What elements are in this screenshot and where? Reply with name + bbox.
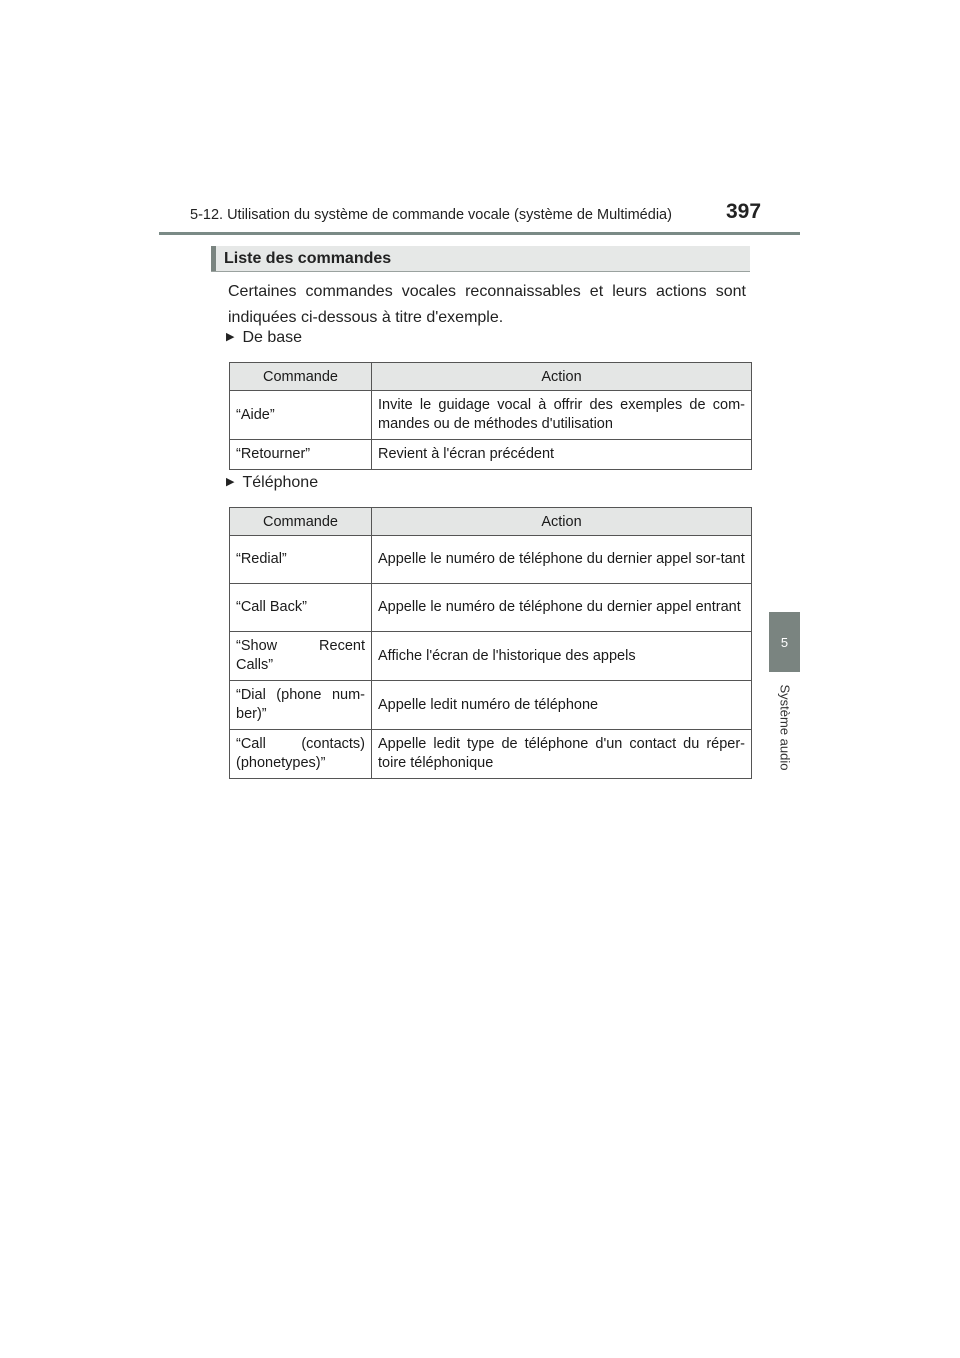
command-cell: “Call (contacts) (phonetypes)” <box>230 730 372 779</box>
table-row <box>230 391 752 440</box>
table-row <box>230 632 752 681</box>
table-row <box>230 536 752 584</box>
action-cell: Revient à l'écran précédent <box>372 440 752 470</box>
table-row <box>230 681 752 730</box>
intro-paragraph: Certaines commandes vocales reconnaissables et leurs actions sont indiquées ci-dessous à titre d'exemple. <box>228 283 746 326</box>
command-cell: “Retourner” <box>230 440 372 470</box>
action-cell: Invite le guidage vocal à offrir des exemples de com-mandes ou de méthodes d'utilisation <box>372 391 752 440</box>
subheading-phone <box>226 474 318 492</box>
action-cell: Affiche l'écran de l'historique des appels <box>372 632 752 681</box>
section-heading-bar <box>211 246 216 271</box>
column-header-command: Commande <box>230 363 372 391</box>
triangle-right-icon: ▶ <box>226 331 235 343</box>
chapter-label-text: Système audio <box>777 684 792 770</box>
command-cell: “Redial” <box>230 536 372 584</box>
table-row <box>230 440 752 470</box>
chapter-label <box>769 672 800 782</box>
triangle-right-icon: ▶ <box>226 476 235 488</box>
commands-table-basic <box>229 362 752 470</box>
running-header: 5-12. Utilisation du système de commande vocale (système de Multimédia) <box>190 207 672 223</box>
column-header-action: Action <box>372 508 752 536</box>
command-cell: “Call Back” <box>230 584 372 632</box>
command-cell: “Dial (phone num-ber)” <box>230 681 372 730</box>
column-header-command: Commande <box>230 508 372 536</box>
header-divider <box>159 232 800 235</box>
subheading-basic <box>226 329 302 347</box>
action-cell: Appelle ledit type de téléphone d'un contact du réper-toire téléphonique <box>372 730 752 779</box>
chapter-tab <box>769 612 800 672</box>
section-heading-text: Liste des commandes <box>224 250 392 267</box>
action-cell: Appelle le numéro de téléphone du dernier appel entrant <box>372 584 752 632</box>
subheading-phone-text: Téléphone <box>242 474 319 491</box>
table-row <box>230 584 752 632</box>
action-cell: Appelle ledit numéro de téléphone <box>372 681 752 730</box>
column-header-action: Action <box>372 363 752 391</box>
page-number: 397 <box>726 200 762 223</box>
chapter-number: 5 <box>780 634 789 650</box>
subheading-basic-text: De base <box>242 329 303 346</box>
command-cell: “Aide” <box>230 391 372 440</box>
section-heading <box>211 246 750 272</box>
action-cell: Appelle le numéro de téléphone du dernier appel sor-tant <box>372 536 752 584</box>
commands-table-phone <box>229 507 752 779</box>
command-cell: “Show Recent Calls” <box>230 632 372 681</box>
table-row <box>230 730 752 779</box>
